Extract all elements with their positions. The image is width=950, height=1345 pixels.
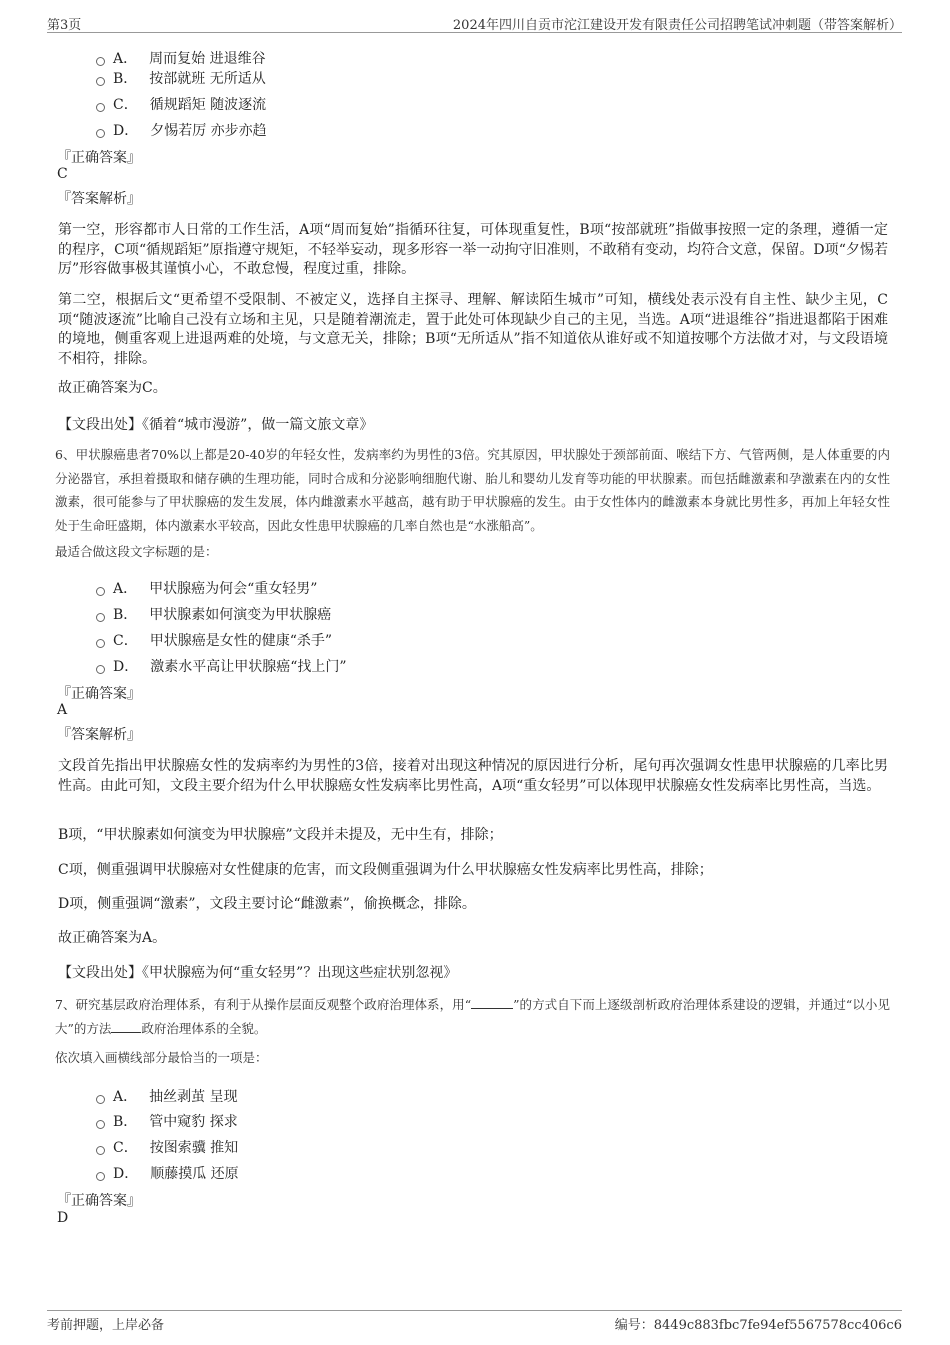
q6-source: 【文段出处】《甲状腺癌为何“重女轻男”？出现这些症状别忽视》 xyxy=(58,965,458,981)
q5-analysis-paragraph: 第二空，根据后文“更希望不受限制、不被定义，选择自主探寻、理解、解读陌生城市”可知，横线处表示没有自主性、缺少主见，C项“随波逐流”比喻自己没有立场和主见，只是随着潮流走，置于此处可体现缺少自己的主见，当选。A项“进退维谷”指进退都陷于困难的境地，侧重客观上进退两难的处境，与文意无关，排除；B项“无所适从”指不知道依从谁好或不知道按哪个方法做才对，与文段语境不相符，排除。 xyxy=(58,292,888,367)
q5-option-b[interactable]: B． 按部就班 无所适从 xyxy=(96,68,266,88)
radio-icon[interactable] xyxy=(96,613,105,622)
q6-analysis-paragraph: 文段首先指出甲状腺癌女性的发病率约为男性的3倍，接着对出现这种情况的原因进行分析，尾句再次强调女性患甲状腺癌的几率比男性高。由此可知，文段主要介绍为什么甲状腺癌女性发病率比男性高，A项“重女轻男”可以体现甲状腺癌女性发病率比男性高，当选。 xyxy=(58,758,888,794)
q5-option-d[interactable]: D． 夕惕若厉 亦步亦趋 xyxy=(96,120,267,140)
radio-icon[interactable] xyxy=(96,587,105,596)
q5-analysis-label: 『答案解析』 xyxy=(57,191,141,207)
q6-answer-label: 『正确答案』 xyxy=(57,686,141,702)
radio-icon[interactable] xyxy=(96,103,105,112)
radio-icon[interactable] xyxy=(96,1146,105,1155)
q6-option-b[interactable]: B． 甲状腺素如何演变为甲状腺癌 xyxy=(96,604,331,624)
radio-icon[interactable] xyxy=(96,129,105,138)
q7-option-b[interactable]: B． 管中窥豹 探求 xyxy=(96,1111,238,1131)
q5-answer: C xyxy=(57,166,68,182)
q6-prompt: 最适合做这段文字标题的是： xyxy=(55,544,218,559)
q7-option-a[interactable]: A． 抽丝剥茧 呈现 xyxy=(96,1086,238,1106)
radio-icon[interactable] xyxy=(96,1120,105,1129)
fill-blank[interactable] xyxy=(111,1020,141,1033)
q6-analysis-paragraph: C项，侧重强调甲状腺癌对女性健康的危害，而文段侧重强调为什么甲状腺癌女性发病率比男性高，排除； xyxy=(58,862,713,878)
q6-option-a[interactable]: A． 甲状腺癌为何会“重女轻男” xyxy=(96,578,317,598)
q7-option-c[interactable]: C． 按图索骥 推知 xyxy=(96,1137,238,1157)
page-number: 第3页 xyxy=(47,18,82,33)
q6-analysis-label: 『答案解析』 xyxy=(57,727,141,743)
q5-option-a[interactable]: A． 周而复始 进退维谷 xyxy=(96,48,266,68)
footer-slogan: 考前押题，上岸必备 xyxy=(47,1318,165,1333)
header-divider xyxy=(47,32,902,33)
q6-analysis-conclusion: 故正确答案为A。 xyxy=(58,930,167,946)
radio-icon[interactable] xyxy=(96,1095,105,1104)
document-id: 编号：8449c883fbc7fe94ef5567578cc406c6 xyxy=(614,1318,902,1333)
q7-answer-label: 『正确答案』 xyxy=(57,1193,141,1209)
radio-icon[interactable] xyxy=(96,77,105,86)
q7-answer: D xyxy=(57,1210,69,1226)
q7-prompt: 依次填入画横线部分最恰当的一项是： xyxy=(55,1050,268,1065)
document-title: 2024年四川自贡市沱江建设开发有限责任公司招聘笔试冲刺题（带答案解析） xyxy=(452,18,902,33)
radio-icon[interactable] xyxy=(96,1172,105,1181)
q5-analysis-paragraph: 第一空，形容都市人日常的工作生活，A项“周而复始”指循环往复，可体现重复性，B项“按部就班”指做事按照一定的条理，遵循一定的程序，C项“循规蹈矩”原指遵守规矩，不轻举妄动，现多形容一举一动拘守旧准则，不敢稍有变动，均符合文意，保留。D项“夕惕若厉”形容做事极其谨慎小心，不敢怠慢，程度过重，排除。 xyxy=(58,222,888,277)
q6-analysis-paragraph: D项，侧重强调“激素”，文段主要讨论“雌激素”，偷换概念，排除。 xyxy=(58,896,476,912)
radio-icon[interactable] xyxy=(96,665,105,674)
q5-analysis-conclusion: 故正确答案为C。 xyxy=(58,380,167,396)
q6-passage: 6、甲状腺癌患者70%以上都是20-40岁的年轻女性，发病率约为男性的3倍。究其原因，甲状腺处于颈部前面、喉结下方、气管两侧，是人体重要的内分泌器官，承担着摄取和储存碘的生理功能，同时合成和分泌影响细胞代谢、胎儿和婴幼儿发育等功能的甲状腺素。而包括雌激素和孕激素在内的女性激素，很可能参与了甲状腺癌的发生发展，体内雌激素水平越高，越有助于甲状腺癌的发生。由于女性体内的雌激素本身就比男性多，再加上年轻女性处于生命旺盛期，体内激素水平较高，因此女性患甲状腺癌的几率自然也是“水涨船高”。 xyxy=(55,447,890,533)
q6-answer: A xyxy=(57,702,68,718)
q5-option-c[interactable]: C． 循规蹈矩 随波逐流 xyxy=(96,94,266,114)
q6-option-c[interactable]: C． 甲状腺癌是女性的健康“杀手” xyxy=(96,630,332,650)
q5-source: 【文段出处】《循着“城市漫游”，做一篇文旅文章》 xyxy=(58,417,374,433)
q7-passage: 7、研究基层政府治理体系，有利于从操作层面反观整个政府治理体系，用“ ”的方式自下而上逐级剖析政府治理体系建设的逻辑，并通过“以小见大”的方法 政府治理体系的全貌。 xyxy=(55,997,890,1036)
radio-icon[interactable] xyxy=(96,639,105,648)
footer-divider xyxy=(47,1310,902,1311)
fill-blank[interactable] xyxy=(471,996,513,1009)
q6-option-d[interactable]: D． 激素水平高让甲状腺癌“找上门” xyxy=(96,656,347,676)
q6-analysis-paragraph: B项，“甲状腺素如何演变为甲状腺癌”文段并未提及，无中生有，排除； xyxy=(58,827,503,843)
q5-answer-label: 『正确答案』 xyxy=(57,150,141,166)
radio-icon[interactable] xyxy=(96,57,105,66)
q7-option-d[interactable]: D． 顺藤摸瓜 还原 xyxy=(96,1163,239,1183)
